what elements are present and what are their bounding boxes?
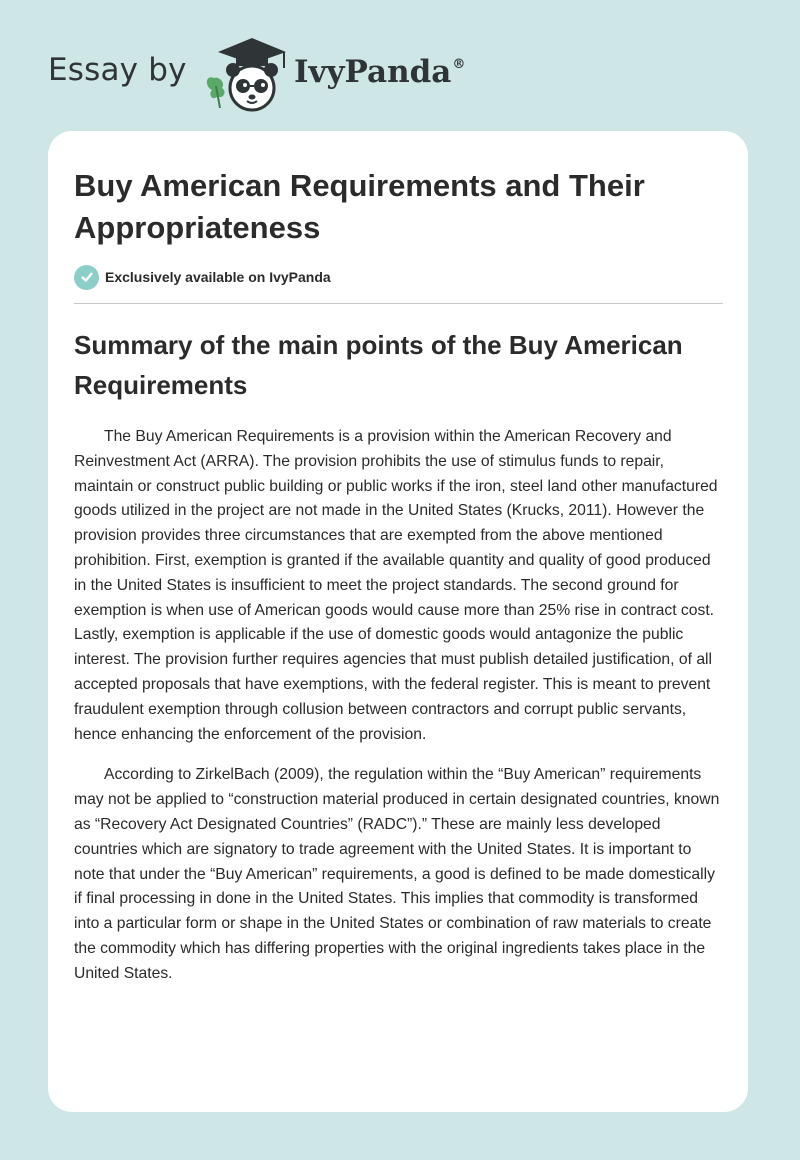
page-title: Buy American Requirements and Their Appropriateness bbox=[74, 168, 645, 245]
registered-mark: ® bbox=[452, 57, 466, 72]
paragraph: According to ZirkelBach (2009), the regulation within the “Buy American” requirements may not be applied to “construction material produced in certain designated countries, known as “Recovery Act Designated Countries” (RADC”).” These are mainly less developed countries which are signatory to trade agreement with the United States. It is important to note that under the “Buy American” requirements, a good is defined to be made domestically if final processing in done in the United States. This implies that commodity is transformed into a particular form or shape in the United States or combination of raw materials to create the commodity which has differing properties with the original ingredients takes place in the United States. bbox=[74, 766, 720, 982]
section-heading: Summary of the main points of the Buy American Requirements bbox=[74, 330, 683, 400]
panda-graduate-icon[interactable] bbox=[200, 34, 292, 114]
paragraph: The Buy American Requirements is a provision within the American Recovery and Reinvestment Act (ARRA). The provision prohibits the use of stimulus funds to repair, maintain or construct public building or public works if the iron, steel land other manufactured goods utilized in the project are not made in the United States (Krucks, 2011). However the provision provides three circumstances that are exempted from the above mentioned prohibition. First, exemption is granted if the available quantity and quality of good produced in the United States is insufficient to meet the project standards. The second ground for exemption is when use of American goods would cause more than 25% rise in contract cost. Lastly, exemption is applicable if the use of domestic goods would antagonize the public interest. The provision further requires agencies that must publish detailed justification, of all accepted proposals that have exemptions, with the federal register. This is meant to prevent fraudulent exemption through collusion between contractors and corrupt public servants, hence enhancing the enforcement of the provision. bbox=[74, 428, 718, 743]
brand-name[interactable] bbox=[294, 54, 465, 90]
essay-card bbox=[48, 131, 748, 1112]
leaf-icon bbox=[207, 77, 225, 108]
check-icon bbox=[74, 265, 99, 290]
site-header bbox=[0, 0, 800, 130]
badge-label: Exclusively available on IvyPanda bbox=[105, 269, 331, 285]
brand-text[interactable]: IvyPanda bbox=[294, 54, 452, 90]
exclusive-badge bbox=[74, 264, 331, 290]
essay-by-label: Essay by bbox=[48, 52, 187, 88]
divider bbox=[74, 303, 723, 304]
article-body bbox=[74, 425, 726, 1003]
